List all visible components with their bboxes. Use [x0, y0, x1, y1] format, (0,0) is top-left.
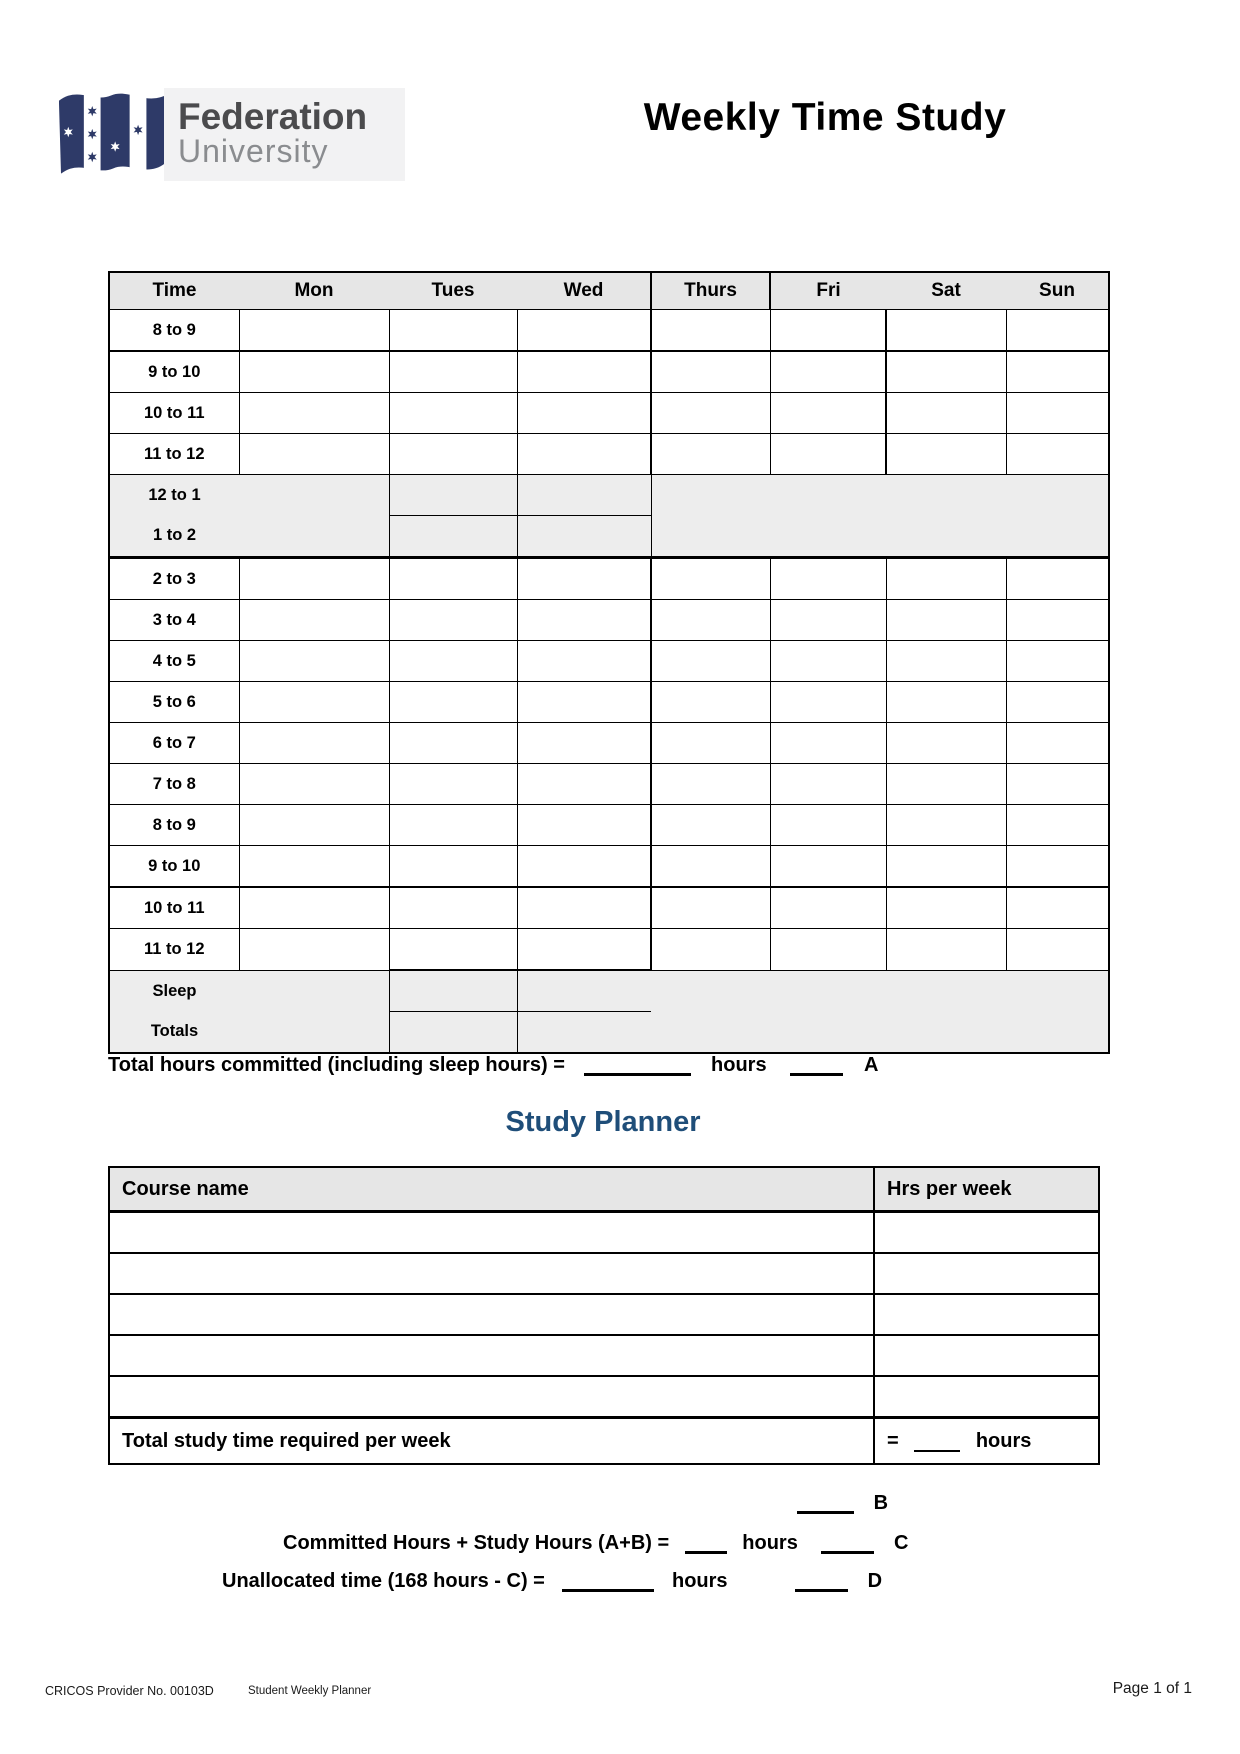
- time-cell: [651, 641, 770, 682]
- time-table-row: [109, 516, 1109, 558]
- time-cell: [389, 475, 517, 516]
- time-cell: [651, 600, 770, 641]
- time-row-label: Sleep: [109, 970, 239, 1012]
- time-cell: [389, 393, 517, 434]
- time-row-label: 2 to 3: [109, 558, 239, 600]
- time-cell: [239, 846, 389, 888]
- study-planner-table: [108, 1166, 1100, 1465]
- time-cell: [1006, 723, 1109, 764]
- time-cell: [1006, 516, 1109, 558]
- time-table-row: [109, 887, 1109, 929]
- time-cell: [517, 1012, 651, 1054]
- summary-b-tag: B: [873, 1492, 889, 1514]
- summary-c-tag-blank-field: [821, 1533, 874, 1554]
- time-cell: [239, 970, 389, 1012]
- col-header-sat: Sat: [886, 272, 1006, 310]
- time-cell: [770, 1012, 886, 1054]
- time-table-row: [109, 641, 1109, 682]
- time-cell: [770, 723, 886, 764]
- time-cell: [517, 846, 651, 888]
- summary-d-tag: D: [867, 1570, 883, 1592]
- time-row-label: 11 to 12: [109, 929, 239, 971]
- time-table-row: [109, 600, 1109, 641]
- time-table-row: [109, 723, 1109, 764]
- time-cell: [389, 641, 517, 682]
- course-row: [109, 1253, 1099, 1294]
- time-cell: [651, 846, 770, 888]
- time-cell: [886, 970, 1006, 1012]
- course-name-cell: [109, 1294, 874, 1335]
- time-cell: [517, 393, 651, 434]
- time-cell: [770, 929, 886, 971]
- time-cell: [239, 887, 389, 929]
- time-cell: [1006, 929, 1109, 971]
- time-row-label: 3 to 4: [109, 600, 239, 641]
- col-header-thurs: Thurs: [651, 272, 770, 310]
- total-study-label: Total study time required per week: [109, 1418, 874, 1465]
- time-cell: [517, 641, 651, 682]
- summary-c-blank-field: [685, 1533, 727, 1554]
- total-hours-unit: hours: [711, 1054, 767, 1076]
- course-row: [109, 1335, 1099, 1376]
- time-cell: [239, 929, 389, 971]
- time-cell: [770, 887, 886, 929]
- time-cell: [239, 641, 389, 682]
- time-cell: [651, 887, 770, 929]
- time-row-label: 1 to 2: [109, 516, 239, 558]
- time-cell: [886, 682, 1006, 723]
- total-hours-tag: A: [863, 1054, 879, 1076]
- time-row-label: 11 to 12: [109, 434, 239, 475]
- time-cell: [389, 970, 517, 1012]
- col-header-tues: Tues: [389, 272, 517, 310]
- time-cell: [517, 516, 651, 558]
- time-cell: [886, 887, 1006, 929]
- time-cell: [239, 805, 389, 846]
- time-cell: [517, 764, 651, 805]
- course-row: [109, 1294, 1099, 1335]
- time-cell: [651, 393, 770, 434]
- time-cell: [1006, 887, 1109, 929]
- summary-c-line: [283, 1532, 908, 1555]
- time-cell: [651, 434, 770, 475]
- time-cell: [1006, 558, 1109, 600]
- time-cell: [886, 764, 1006, 805]
- time-cell: [517, 887, 651, 929]
- time-cell: [1006, 970, 1109, 1012]
- time-row-label: 10 to 11: [109, 887, 239, 929]
- time-cell: [651, 475, 770, 516]
- hrs-cell: [874, 1335, 1099, 1376]
- time-row-label: 10 to 11: [109, 393, 239, 434]
- total-hours-blank-field: [584, 1055, 691, 1076]
- time-cell: [886, 1012, 1006, 1054]
- time-table-row: [109, 682, 1109, 723]
- time-cell: [651, 351, 770, 393]
- course-name-cell: [109, 1335, 874, 1376]
- time-cell: [389, 846, 517, 888]
- time-cell: [1006, 641, 1109, 682]
- time-cell: [239, 434, 389, 475]
- time-cell: [389, 434, 517, 475]
- time-table-row: [109, 351, 1109, 393]
- summary-d-label: Unallocated time (168 hours - C) =: [222, 1570, 545, 1592]
- hrs-cell: [874, 1212, 1099, 1254]
- hrs-cell: [874, 1294, 1099, 1335]
- time-cell: [886, 846, 1006, 888]
- time-cell: [770, 970, 886, 1012]
- time-cell: [886, 723, 1006, 764]
- time-cell: [239, 351, 389, 393]
- logo-wordmark-line1: Federation: [178, 96, 368, 138]
- summary-c-label: Committed Hours + Study Hours (A+B) =: [283, 1532, 670, 1554]
- time-table-row: [109, 1012, 1109, 1054]
- time-row-label: 6 to 7: [109, 723, 239, 764]
- col-header-mon: Mon: [239, 272, 389, 310]
- time-cell: [389, 558, 517, 600]
- total-study-unit: hours: [975, 1429, 1032, 1452]
- time-cell: [1006, 351, 1109, 393]
- hrs-per-week-header: Hrs per week: [874, 1167, 1099, 1212]
- time-table-row: [109, 475, 1109, 516]
- time-cell: [770, 764, 886, 805]
- time-row-label: 4 to 5: [109, 641, 239, 682]
- time-cell: [1006, 846, 1109, 888]
- course-name-cell: [109, 1376, 874, 1418]
- time-cell: [770, 351, 886, 393]
- time-cell: [651, 1012, 770, 1054]
- total-study-row: [109, 1418, 1099, 1465]
- time-cell: [239, 393, 389, 434]
- time-cell: [389, 764, 517, 805]
- summary-c-tag: C: [893, 1532, 909, 1554]
- time-cell: [886, 558, 1006, 600]
- time-cell: [770, 558, 886, 600]
- time-cell: [517, 434, 651, 475]
- time-cell: [651, 929, 770, 971]
- time-cell: [389, 682, 517, 723]
- time-cell: [1006, 764, 1109, 805]
- hrs-cell: [874, 1253, 1099, 1294]
- footer-page-number: Page 1 of 1: [1112, 1680, 1192, 1697]
- time-cell: [1006, 805, 1109, 846]
- university-logo: [52, 82, 405, 187]
- summary-b-blank-field: [797, 1493, 854, 1514]
- flag-icon: [52, 82, 170, 187]
- time-cell: [770, 310, 886, 352]
- time-cell: [517, 351, 651, 393]
- time-cell: [239, 310, 389, 352]
- time-cell: [389, 351, 517, 393]
- time-cell: [770, 600, 886, 641]
- time-row-label: 7 to 8: [109, 764, 239, 805]
- time-cell: [651, 558, 770, 600]
- time-cell: [770, 434, 886, 475]
- time-cell: [389, 1012, 517, 1054]
- time-cell: [389, 516, 517, 558]
- time-cell: [1006, 310, 1109, 352]
- time-cell: [770, 846, 886, 888]
- time-row-label: 9 to 10: [109, 846, 239, 888]
- weekly-time-table: [108, 271, 1110, 1054]
- page-title: Weekly Time Study: [643, 96, 1007, 139]
- time-cell: [389, 600, 517, 641]
- total-study-value-cell: [874, 1418, 1099, 1465]
- time-table-row: [109, 929, 1109, 971]
- time-cell: [886, 310, 1006, 352]
- time-cell: [517, 558, 651, 600]
- time-table-row: [109, 558, 1109, 600]
- total-hours-tag-blank-field: [790, 1055, 843, 1076]
- time-cell: [239, 723, 389, 764]
- time-cell: [1006, 1012, 1109, 1054]
- time-cell: [886, 351, 1006, 393]
- time-cell: [517, 475, 651, 516]
- time-row-label: 5 to 6: [109, 682, 239, 723]
- course-row: [109, 1212, 1099, 1254]
- time-cell: [1006, 475, 1109, 516]
- time-table-row: [109, 393, 1109, 434]
- summary-b-line: [797, 1492, 888, 1515]
- time-cell: [651, 723, 770, 764]
- time-cell: [886, 805, 1006, 846]
- time-row-label: 9 to 10: [109, 351, 239, 393]
- logo-wordmark-line2: University: [178, 133, 329, 170]
- total-study-prefix: =: [887, 1429, 899, 1452]
- time-cell: [651, 764, 770, 805]
- hrs-cell: [874, 1376, 1099, 1418]
- time-row-label: 8 to 9: [109, 310, 239, 352]
- time-row-label: Totals: [109, 1012, 239, 1054]
- time-cell: [239, 558, 389, 600]
- time-cell: [886, 393, 1006, 434]
- time-cell: [770, 475, 886, 516]
- time-cell: [770, 682, 886, 723]
- time-cell: [651, 682, 770, 723]
- time-cell: [770, 516, 886, 558]
- time-cell: [770, 805, 886, 846]
- time-cell: [239, 475, 389, 516]
- total-study-blank-field: [914, 1432, 960, 1452]
- footer-cricos: CRICOS Provider No. 00103D: [45, 1684, 214, 1698]
- summary-d-unit: hours: [671, 1570, 728, 1592]
- time-table-row: [109, 846, 1109, 888]
- time-cell: [517, 805, 651, 846]
- time-cell: [651, 805, 770, 846]
- time-cell: [651, 516, 770, 558]
- time-cell: [389, 929, 517, 971]
- time-cell: [651, 310, 770, 352]
- time-table-row: [109, 310, 1109, 352]
- weekly-time-table-header: [109, 272, 1109, 310]
- time-cell: [770, 393, 886, 434]
- time-cell: [886, 600, 1006, 641]
- time-table-row: [109, 434, 1109, 475]
- col-header-sun: Sun: [1006, 272, 1109, 310]
- time-cell: [239, 764, 389, 805]
- course-name-header: Course name: [109, 1167, 874, 1212]
- time-cell: [1006, 682, 1109, 723]
- summary-d-blank-field: [562, 1571, 654, 1592]
- time-cell: [517, 310, 651, 352]
- time-cell: [886, 434, 1006, 475]
- col-header-fri: Fri: [770, 272, 886, 310]
- time-cell: [239, 600, 389, 641]
- footer-doc-name: Student Weekly Planner: [248, 1685, 372, 1697]
- time-cell: [389, 805, 517, 846]
- time-cell: [1006, 600, 1109, 641]
- col-header-wed: Wed: [517, 272, 651, 310]
- time-cell: [517, 970, 651, 1012]
- time-cell: [389, 887, 517, 929]
- time-cell: [886, 516, 1006, 558]
- time-cell: [517, 682, 651, 723]
- time-table-row: [109, 764, 1109, 805]
- time-cell: [517, 723, 651, 764]
- course-row: [109, 1376, 1099, 1418]
- time-cell: [517, 929, 651, 971]
- time-table-row: [109, 970, 1109, 1012]
- time-table-row: [109, 805, 1109, 846]
- time-cell: [1006, 434, 1109, 475]
- total-hours-line: [108, 1054, 878, 1077]
- time-cell: [517, 600, 651, 641]
- time-cell: [239, 682, 389, 723]
- study-planner-heading: Study Planner: [505, 1106, 701, 1138]
- time-cell: [239, 516, 389, 558]
- time-cell: [389, 310, 517, 352]
- time-cell: [651, 970, 770, 1012]
- time-cell: [1006, 393, 1109, 434]
- summary-d-line: [222, 1570, 882, 1593]
- time-row-label: 12 to 1: [109, 475, 239, 516]
- time-row-label: 8 to 9: [109, 805, 239, 846]
- time-cell: [389, 723, 517, 764]
- time-cell: [239, 1012, 389, 1054]
- time-cell: [770, 641, 886, 682]
- logo-wordmark: [164, 88, 405, 181]
- course-name-cell: [109, 1253, 874, 1294]
- col-header-time: Time: [109, 272, 239, 310]
- time-cell: [886, 641, 1006, 682]
- time-cell: [886, 929, 1006, 971]
- total-hours-label: Total hours committed (including sleep hours) =: [108, 1054, 565, 1076]
- summary-d-tag-blank-field: [795, 1571, 848, 1592]
- time-cell: [886, 475, 1006, 516]
- course-name-cell: [109, 1212, 874, 1254]
- summary-c-unit: hours: [742, 1532, 798, 1554]
